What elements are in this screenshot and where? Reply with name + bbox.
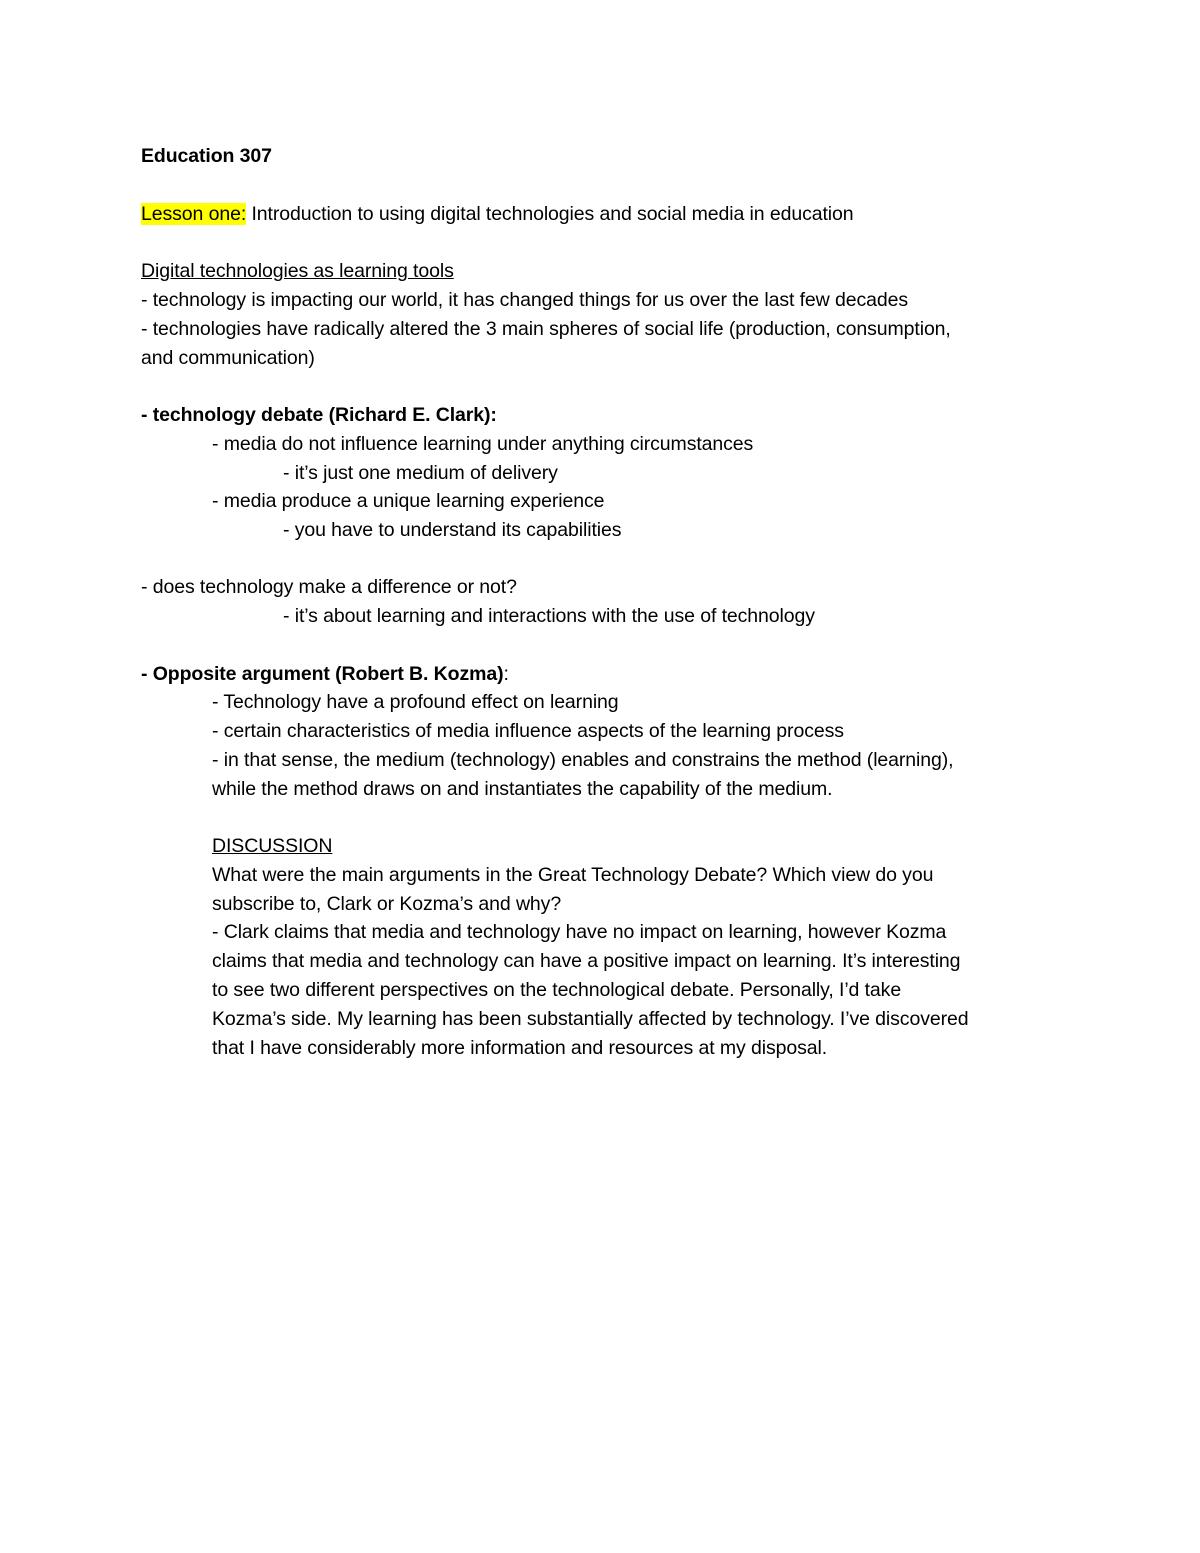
opposite-point: - Technology have a profound effect on learning [212, 691, 619, 713]
course-title: Education 307 [141, 145, 272, 167]
discussion-heading: DISCUSSION [212, 835, 333, 857]
section-point: - technology is impacting our world, it has changed things for us over the last few decades [141, 289, 908, 311]
debate-heading: - technology debate (Richard E. Clark): [141, 404, 497, 426]
debate-subpoint: - you have to understand its capabilities [283, 519, 622, 541]
question-text: - does technology make a difference or not? [141, 576, 517, 598]
question-subpoint: - it’s about learning and interactions with the use of technology [283, 605, 815, 627]
discussion-answer: - Clark claims that media and technology have no impact on learning, however Kozma [212, 921, 947, 943]
debate-subpoint: - it’s just one medium of delivery [283, 462, 558, 484]
discussion-answer: Kozma’s side. My learning has been substantially affected by technology. I’ve discovered [212, 1008, 969, 1030]
discussion-question: What were the main arguments in the Great Technology Debate? Which view do you [212, 864, 934, 886]
debate-point: - media do not influence learning under anything circumstances [212, 433, 754, 455]
opposite-point: - certain characteristics of media influence aspects of the learning process [212, 720, 844, 742]
opposite-heading-text: - Opposite argument (Robert B. Kozma) [141, 663, 504, 685]
lesson-label: Lesson one: [141, 203, 247, 225]
opposite-heading [141, 660, 509, 689]
lesson-line [141, 200, 854, 229]
discussion-answer: claims that media and technology can have a positive impact on learning. It’s interesting [212, 950, 961, 972]
section-heading: Digital technologies as learning tools [141, 260, 454, 282]
section-point: and communication) [141, 347, 315, 369]
discussion-answer: that I have considerably more information and resources at my disposal. [212, 1037, 828, 1059]
discussion-question: subscribe to, Clark or Kozma’s and why? [212, 893, 562, 915]
section-point: - technologies have radically altered the 3 main spheres of social life (production, consumption, [141, 318, 951, 340]
lesson-title: Introduction to using digital technologies and social media in education [246, 203, 854, 225]
opposite-heading-colon: : [503, 663, 509, 685]
debate-point: - media produce a unique learning experience [212, 490, 605, 512]
opposite-point: while the method draws on and instantiates the capability of the medium. [212, 778, 833, 800]
opposite-point: - in that sense, the medium (technology) enables and constrains the method (learning), [212, 749, 954, 771]
discussion-answer: to see two different perspectives on the technological debate. Personally, I’d take [212, 979, 902, 1001]
